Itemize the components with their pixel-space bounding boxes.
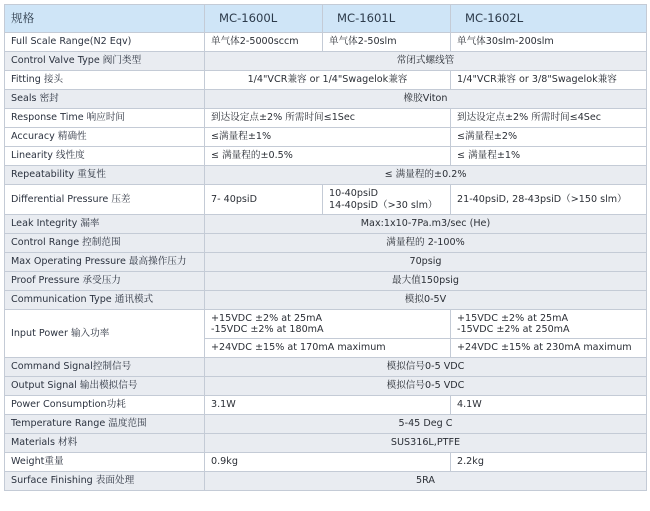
spec-table	[4, 4, 647, 491]
row-label: Communication Type 通讯模式	[5, 291, 205, 310]
header-row	[5, 5, 647, 33]
cell-value: 21-40psiD, 28-43psiD（>150 slm）	[451, 185, 647, 215]
spec-table-container	[4, 4, 646, 491]
cell-value: ≤满量程±1%	[205, 128, 451, 147]
row-label: Temperature Range 温度范围	[5, 415, 205, 434]
cell-value: 单气体2-5000sccm	[205, 33, 323, 52]
table-row	[5, 166, 647, 185]
cell-value: 1/4"VCR兼容 or 1/4"Swagelok兼容	[205, 71, 451, 90]
cell-value: 单气体30slm-200slm	[451, 33, 647, 52]
header-model-1602l: MC-1602L	[451, 5, 647, 33]
table-row	[5, 272, 647, 291]
row-label: Control Range 控制范围	[5, 234, 205, 253]
cell-value: 常闭式螺线管	[205, 52, 647, 71]
cell-value: SUS316L,PTFE	[205, 434, 647, 453]
cell-value: ≤ 满量程的±0.5%	[205, 147, 451, 166]
cell-value: 到达设定点±2% 所需时间≤4Sec	[451, 109, 647, 128]
row-label: Leak Integrity 漏率	[5, 215, 205, 234]
table-row	[5, 396, 647, 415]
cell-value: 1/4"VCR兼容 or 3/8"Swagelok兼容	[451, 71, 647, 90]
table-row	[5, 472, 647, 491]
row-label: Max Operating Pressure 最高操作压力	[5, 253, 205, 272]
row-label: Linearity 线性度	[5, 147, 205, 166]
cell-value: +24VDC ±15% at 230mA maximum	[451, 339, 647, 358]
table-row	[5, 185, 647, 215]
cell-value: 模拟0-5V	[205, 291, 647, 310]
cell-value: 模拟信号0-5 VDC	[205, 377, 647, 396]
header-spec: 规格	[5, 5, 205, 33]
cell-line: -15VDC ±2% at 250mA	[457, 324, 570, 335]
cell-line: 10-40psiD	[329, 188, 379, 200]
table-row	[5, 109, 647, 128]
table-row	[5, 52, 647, 71]
cell-value: 5-45 Deg C	[205, 415, 647, 434]
table-row	[5, 147, 647, 166]
table-row	[5, 128, 647, 147]
cell-value-multiline	[205, 310, 451, 339]
row-label: Full Scale Range(N2 Eqv)	[5, 33, 205, 52]
cell-value: 最大值150psig	[205, 272, 647, 291]
row-label: Repeatability 重复性	[5, 166, 205, 185]
row-label: Accuracy 精确性	[5, 128, 205, 147]
cell-value: 70psig	[205, 253, 647, 272]
cell-line: -15VDC ±2% at 180mA	[211, 324, 324, 335]
table-row	[5, 377, 647, 396]
row-label: Command Signal控制信号	[5, 358, 205, 377]
row-label: Seals 密封	[5, 90, 205, 109]
cell-value: 7- 40psiD	[205, 185, 323, 215]
cell-line: +15VDC ±2% at 25mA	[211, 312, 323, 324]
table-row	[5, 253, 647, 272]
table-row	[5, 291, 647, 310]
table-row	[5, 434, 647, 453]
cell-value: ≤ 满量程的±0.2%	[205, 166, 647, 185]
cell-value: 0.9kg	[205, 453, 451, 472]
cell-value: 模拟信号0-5 VDC	[205, 358, 647, 377]
header-model-1601l: MC-1601L	[323, 5, 451, 33]
row-label: Input Power 输入功率	[5, 310, 205, 358]
table-row	[5, 234, 647, 253]
header-model-1600l: MC-1600L	[205, 5, 323, 33]
cell-value: 单气体2-50slm	[323, 33, 451, 52]
cell-value-multiline	[323, 185, 451, 215]
row-label: Control Valve Type 阀门类型	[5, 52, 205, 71]
cell-value-multiline	[451, 310, 647, 339]
cell-value: 3.1W	[205, 396, 451, 415]
table-row	[5, 310, 647, 339]
table-row	[5, 215, 647, 234]
cell-value: 4.1W	[451, 396, 647, 415]
cell-value: Max:1x10-7Pa.m3/sec (He)	[205, 215, 647, 234]
cell-value: 橡胶Viton	[205, 90, 647, 109]
cell-value: 5RA	[205, 472, 647, 491]
cell-line: 14-40psiD（>30 slm）	[329, 199, 438, 211]
table-row	[5, 71, 647, 90]
row-label: Output Signal 输出模拟信号	[5, 377, 205, 396]
table-row	[5, 33, 647, 52]
row-label: Response Time 响应时间	[5, 109, 205, 128]
cell-value: 满量程的 2-100%	[205, 234, 647, 253]
row-label: Proof Pressure 承受压力	[5, 272, 205, 291]
cell-line: +15VDC ±2% at 25mA	[457, 312, 569, 324]
cell-value: ≤ 满量程±1%	[451, 147, 647, 166]
row-label: Weight重量	[5, 453, 205, 472]
cell-value: 到达设定点±2% 所需时间≤1Sec	[205, 109, 451, 128]
table-row	[5, 415, 647, 434]
cell-value: ≤满量程±2%	[451, 128, 647, 147]
row-label: Fitting 接头	[5, 71, 205, 90]
row-label: Differential Pressure 压差	[5, 185, 205, 215]
row-label: Materials 材料	[5, 434, 205, 453]
table-row	[5, 453, 647, 472]
row-label: Power Consumption功耗	[5, 396, 205, 415]
table-row	[5, 90, 647, 109]
cell-value: +24VDC ±15% at 170mA maximum	[205, 339, 451, 358]
cell-value: 2.2kg	[451, 453, 647, 472]
row-label: Surface Finishing 表面处理	[5, 472, 205, 491]
table-row	[5, 358, 647, 377]
